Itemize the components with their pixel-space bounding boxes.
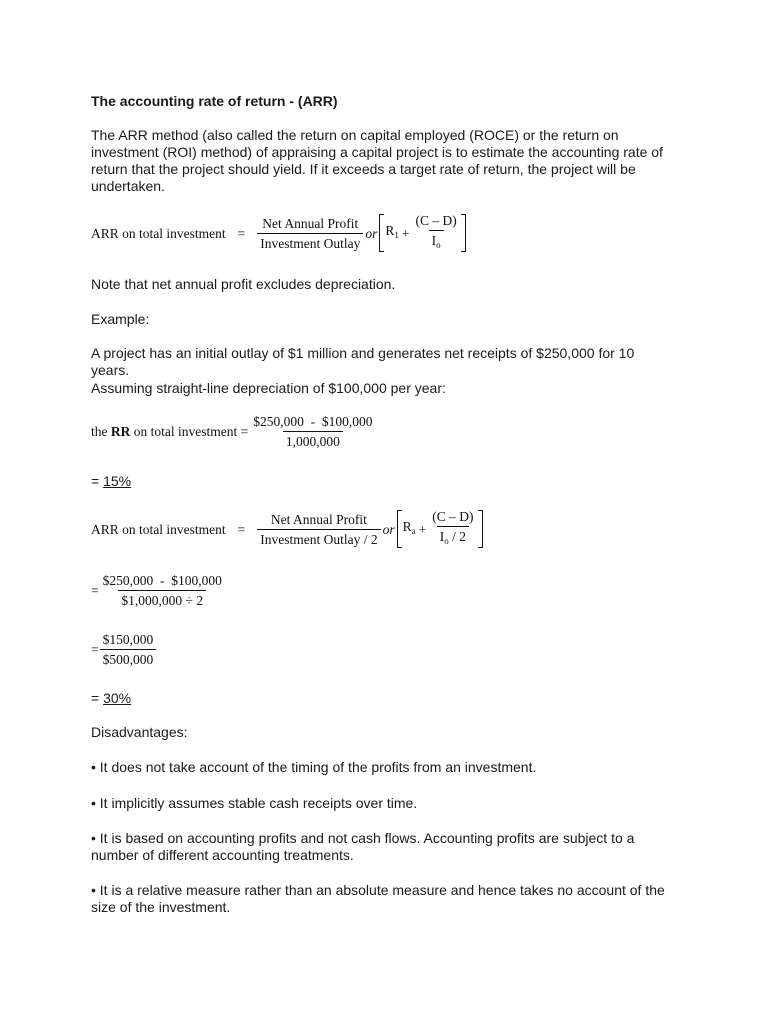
- result2-prefix: =: [91, 690, 100, 706]
- arr-formula-total: [91, 214, 466, 252]
- formula5-numerator: $150,000: [102, 632, 154, 647]
- formula1-inner-fraction: [413, 212, 460, 254]
- formula1-inner-numerator: (C – D): [415, 213, 457, 228]
- result1-value: 15%: [103, 473, 132, 489]
- formula3-lhs: ARR on total investment: [91, 521, 226, 537]
- formula1-bracket: [379, 214, 465, 252]
- formula2-numerator: $250,000 - $100,000: [253, 414, 373, 429]
- formula3-inner-denominator: $I_o / 2$: [437, 526, 469, 550]
- intro-paragraph: The ARR method (also called the return on capital employed (ROCE) or the return on investment (ROI) method) of appraising a capital project is to estimate the accounting rate of return that the project should yield. If it exceeds a target rate of return, the project will be undertaken.: [91, 127, 663, 194]
- formula1-fraction: [257, 215, 363, 252]
- formula2-lhs-post: on total investment =: [133, 424, 249, 439]
- result2-value: 30%: [103, 690, 132, 706]
- formula5-fraction: [100, 631, 157, 668]
- formula1-r: $R_1$: [385, 223, 399, 240]
- formula3-inner-numerator: (C – D): [432, 509, 474, 524]
- note-text: Note that net annual profit excludes depreciation.: [91, 276, 396, 292]
- formula3-or: or: [382, 521, 395, 537]
- arr-formula-average: [91, 510, 483, 548]
- formula1-denominator: Investment Outlay: [257, 233, 363, 252]
- formula3-plus: +: [418, 521, 427, 537]
- formula1-plus: +: [401, 225, 410, 241]
- formula1-numerator: Net Annual Profit: [262, 215, 359, 231]
- formula2-denominator: 1,000,000: [283, 431, 343, 450]
- formula1-equals: =: [237, 225, 246, 241]
- disadvantage-item: • It is based on accounting profits and not cash flows. Accounting profits are subject to a number of different accounting treatments.: [91, 830, 635, 863]
- formula4-denominator: $1,000,000 ÷ 2: [118, 590, 206, 609]
- formula5-equals: =: [91, 642, 99, 657]
- formula3-inner-fraction: [429, 508, 476, 550]
- disadvantage-item: • It does not take account of the timing of the profits from an investment.: [91, 759, 537, 775]
- formula2-lhs-pre: the: [91, 424, 108, 439]
- disadvantage-item: • It is a relative measure rather than an absolute measure and hence takes no account of the size of the investment.: [91, 882, 665, 915]
- formula4-equals: =: [91, 583, 99, 598]
- formula3-denominator: Investment Outlay / 2: [257, 529, 380, 548]
- formula3-r: $R_a$: [402, 519, 416, 536]
- arr-calc-step1: [91, 572, 225, 609]
- formula3-numerator: Net Annual Profit: [270, 511, 367, 527]
- disadvantage-item: • It implicitly assumes stable cash receipts over time.: [91, 795, 418, 811]
- arr-calc-step2: [91, 631, 156, 668]
- formula1-or: or: [365, 225, 378, 241]
- disadvantages-label: Disadvantages:: [91, 724, 188, 740]
- rr-formula-example: [91, 413, 375, 450]
- formula1-inner-denominator: $I_o$: [429, 230, 444, 254]
- result1-prefix: =: [91, 473, 100, 489]
- formula4-fraction: [100, 572, 225, 609]
- formula3-fraction: [257, 511, 380, 548]
- formula4-numerator: $250,000 - $100,000: [102, 573, 222, 588]
- result-15: [91, 473, 676, 490]
- formula5-denominator: $500,000: [100, 649, 157, 668]
- formula3-equals: =: [237, 521, 246, 537]
- page-title: The accounting rate of return - (ARR): [91, 93, 338, 109]
- result-30: [91, 690, 676, 707]
- formula3-bracket: [397, 510, 483, 548]
- formula1-lhs: ARR on total investment: [91, 225, 226, 241]
- example-label: Example:: [91, 311, 150, 327]
- formula2-fraction: [250, 413, 375, 450]
- assumption-text: Assuming straight-line depreciation of $100,000 per year:: [91, 380, 446, 396]
- example-text: A project has an initial outlay of $1 million and generates net receipts of $250,000 for 10 years.: [91, 345, 635, 378]
- formula2-lhs-bold: RR: [110, 424, 131, 439]
